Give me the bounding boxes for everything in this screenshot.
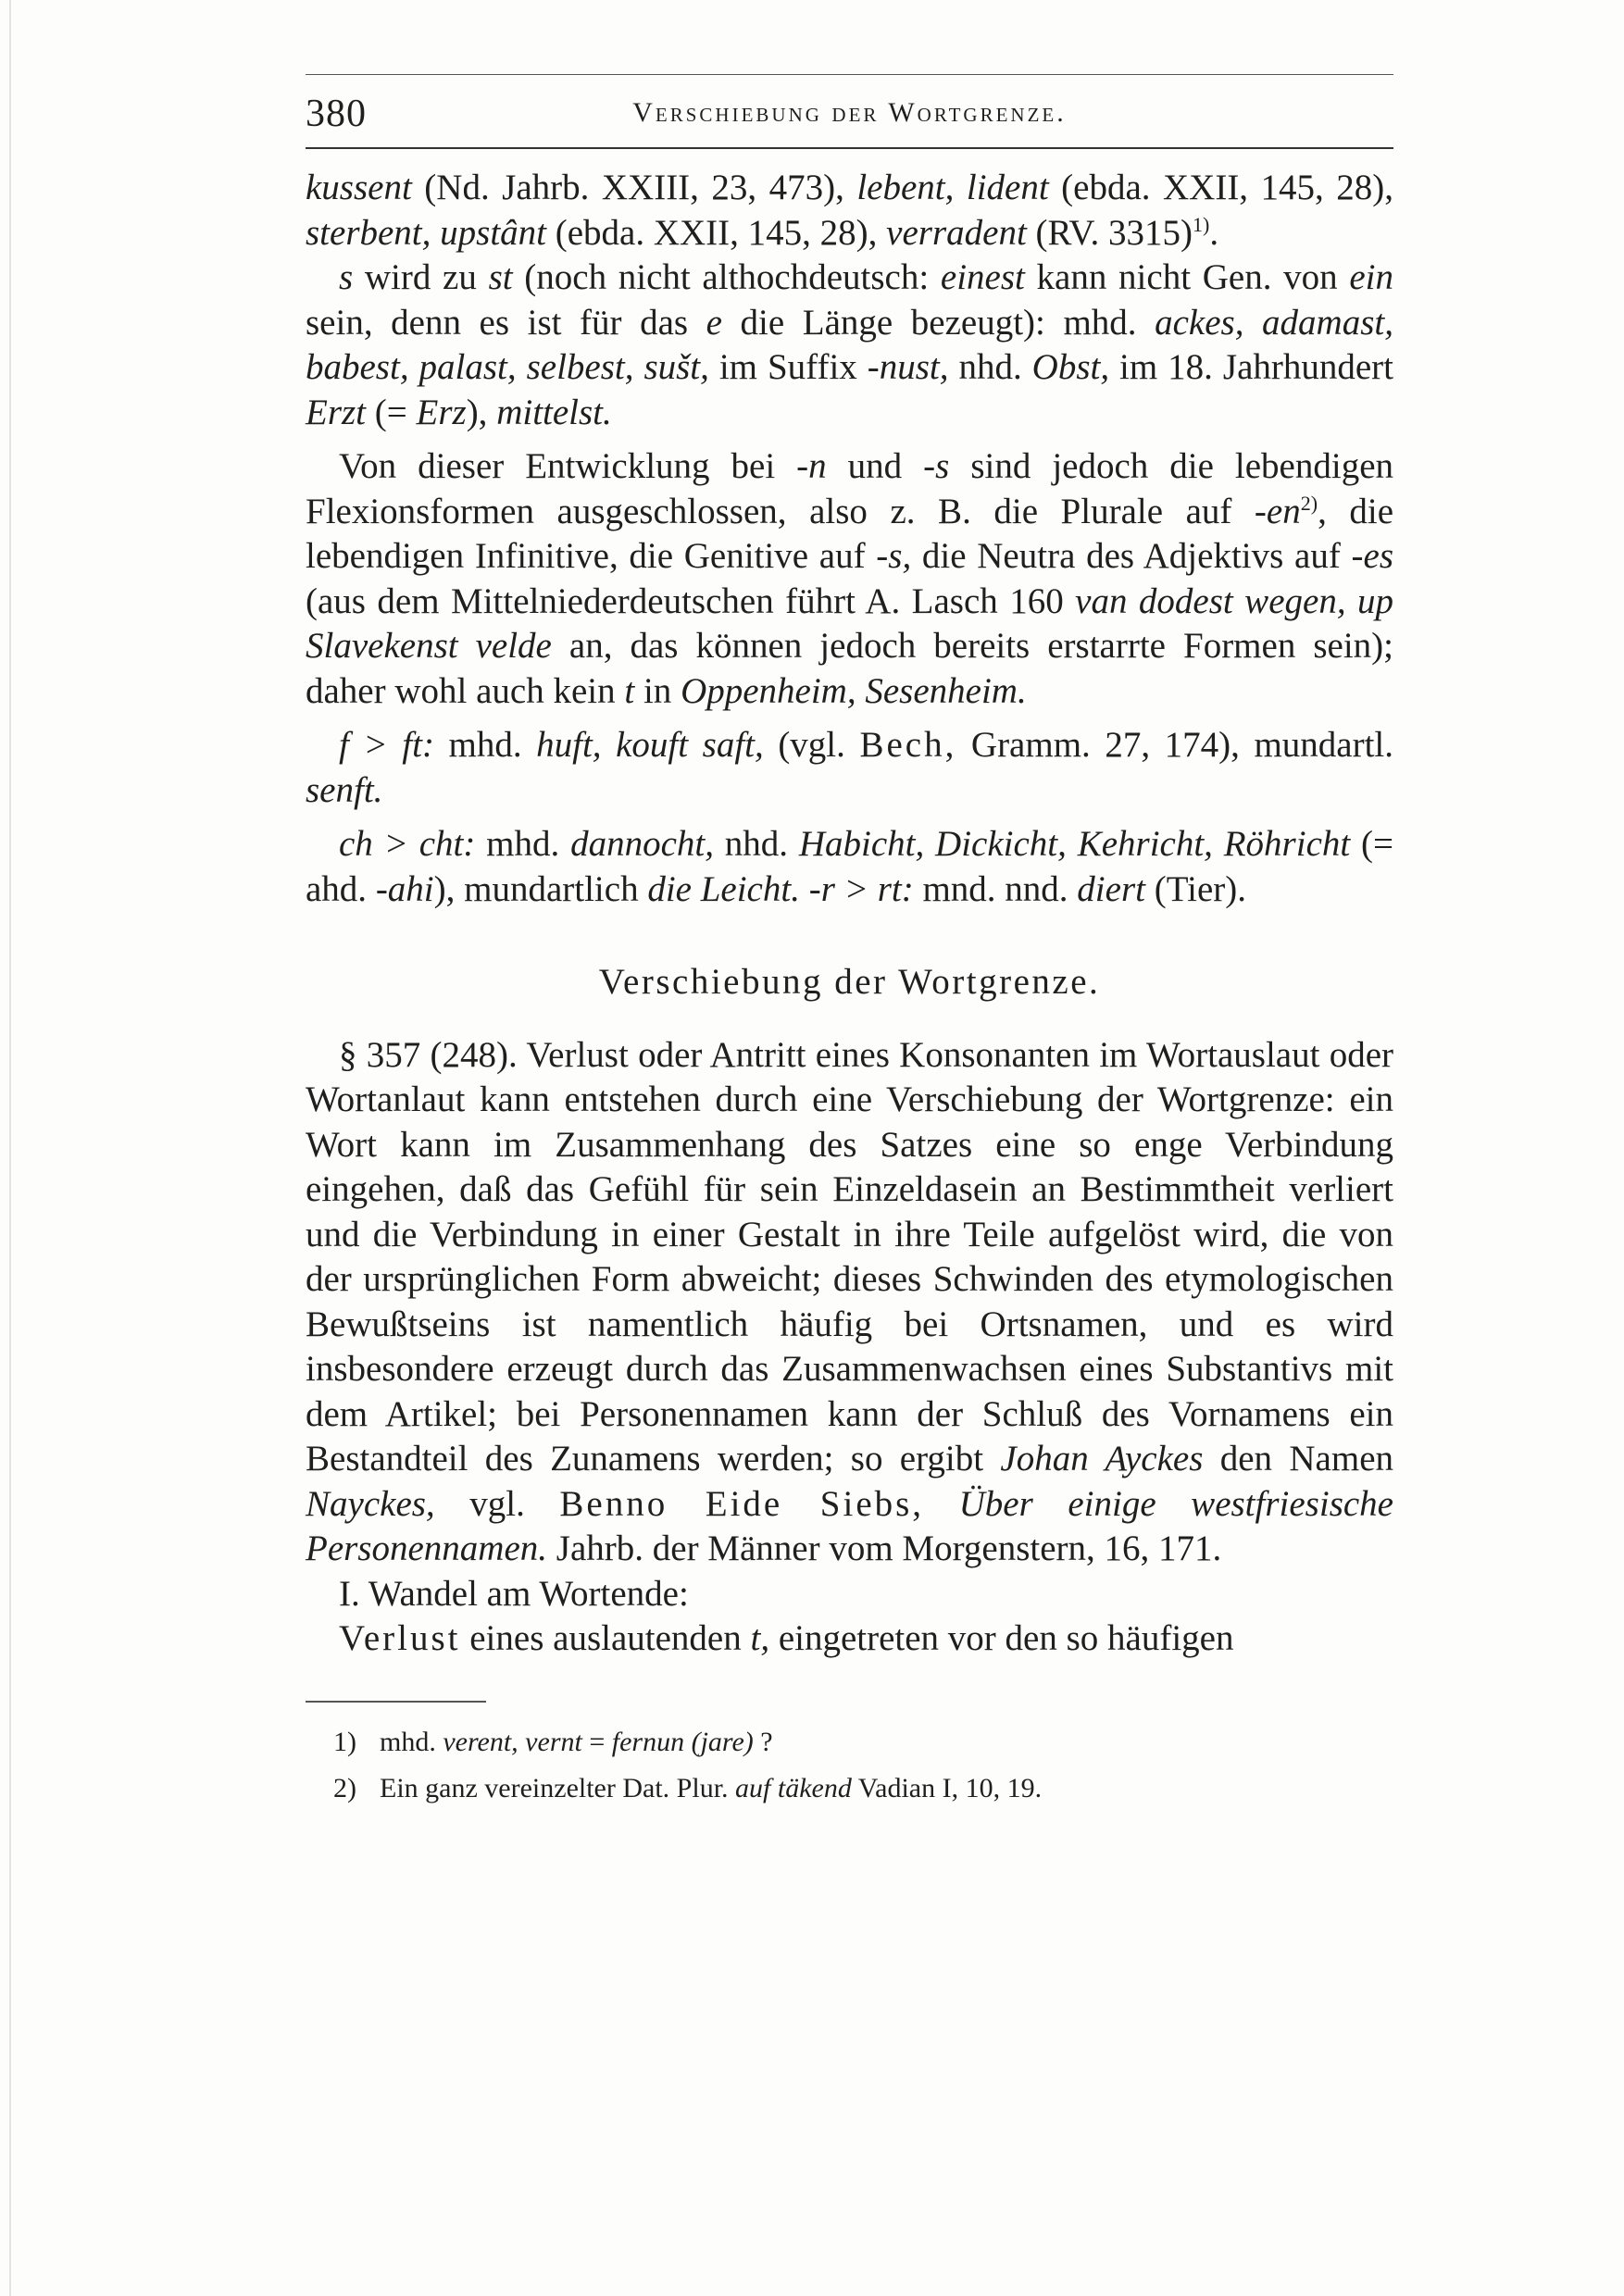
footnote-1: 1) mhd. verent, vernt = fernun (jare) ? [333, 1726, 773, 1757]
scan-edge [9, 0, 11, 2296]
paragraph-verlust: Verlust eines auslautenden t, eingetreten vor den so häufigen [339, 1618, 1234, 1658]
body-text [306, 166, 1393, 1662]
section-title: Verschiebung der Wortgrenze. [598, 962, 1101, 1002]
book-page [306, 74, 1393, 1812]
footnotes [306, 1719, 1393, 1812]
running-title: Verschiebung der Wortgrenze. [632, 97, 1067, 128]
page-number: 380 [306, 93, 367, 135]
footnote-ref-1: 1) [1193, 212, 1210, 236]
paragraph-f-to-ft: f > ft: mhd. huft, kouft saft, (vgl. Bech, Gramm. 27, 174), mundartl. senft. [306, 725, 1393, 810]
paragraph-section-357: § 357 (248). Verlust oder Antritt eines Konsonanten im Wortauslaut oder Wortanlaut kann entstehen durch eine Verschiebung der Wortgrenze: ein Wort kann im Zusammenhang des Satzes eine so enge Verbindung eingehen, daß das Gefühl für sein Einzeldasein an Bestimmtheit verliert und die Verbindung in einer Gestalt in ihre Teile aufgelöst wird, die von der ursprünglichen Form abweicht; dieses Schwinden des etymologischen Bewußtseins ist namentlich häufig bei Ortsnamen, und es wird insbesondere erzeugt durch das Zusammenwachsen eines Substantivs mit dem Artikel; bei Personennamen kann der Schluß des Vornamens ein Bestandteil des Zunamens werden; so ergibt Johan Ayckes den Namen Nayckes, vgl. Benno Eide Siebs, Über einige westfriesische Personennamen. Jahrb. der Männer vom Morgenstern, 16, 171. [306, 1034, 1393, 1568]
paragraph-ch-to-cht: ch > cht: mhd. dannocht, nhd. Habicht, Dickicht, Kehricht, Röhricht (= ahd. -ahi), mundartlich die Leicht. -r > rt: mnd. nnd. diert (Tier). [306, 824, 1394, 909]
paragraph-wandel-am-wortende: I. Wandel am Wortende: [339, 1573, 689, 1614]
page-header [306, 74, 1393, 149]
footnote-2: 2) Ein ganz vereinzelter Dat. Plur. auf täkend Vadian I, 10, 19. [333, 1772, 1043, 1803]
footnote-divider [306, 1701, 486, 1703]
paragraph-continuation: kussent (Nd. Jahrb. XXIII, 23, 473), lebent, lident (ebda. XXII, 145, 28), sterbent, upstânt (ebda. XXII, 145, 28), verradent (RV. 3315)$^{1)}$. [306, 168, 1394, 253]
footnote-ref-2: 2) [1300, 491, 1318, 515]
paragraph-exclusions: Von dieser Entwicklung bei -n und -s sind jedoch die lebendigen Flexionsformen ausgeschlossen, also z. B. die Plurale auf $-en^{2)}$, die lebendigen Infinitive, die Genitive auf -s, die Neutra des Adjektivs auf -es (aus dem Mittelniederdeutschen führt A. Lasch 160 van dodest wegen, up Slavekenst velde an, das können jedoch bereits erstarrte Formen sein); daher wohl auch kein t in Oppenheim, Sesenheim. [306, 446, 1394, 711]
paragraph-s-to-st: s wird zu st (noch nicht althochdeutsch: einest kann nicht Gen. von ein sein, denn es ist für das e die Länge bezeugt): mhd. ackes, adamast, babest, palast, selbest, sušt, im Suffix -nust, nhd. Obst, im 18. Jahrhundert Erzt (= Erz), mittelst. [306, 257, 1393, 432]
